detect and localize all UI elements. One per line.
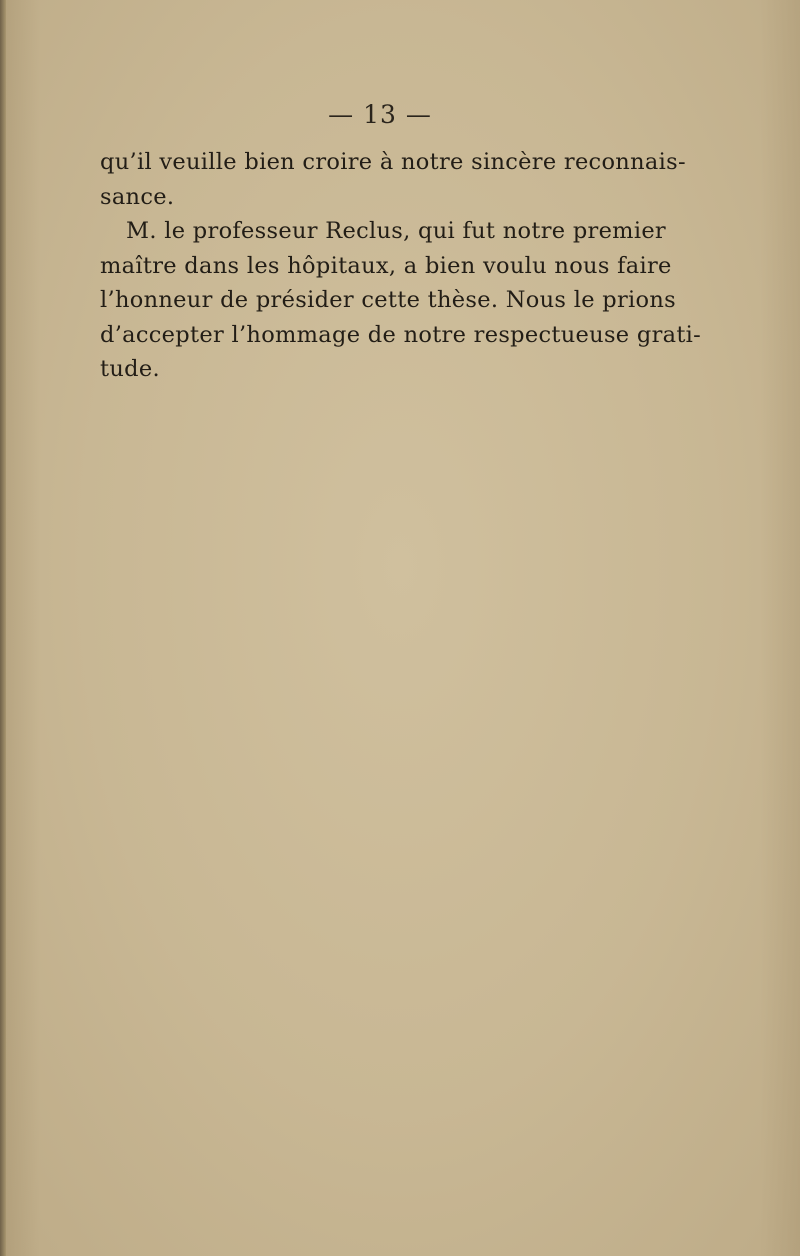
text-line: d’accepter l’hommage de notre respectueuse grati- [100,321,702,348]
text-line: M. le professeur Reclus, qui fut notre premier [126,218,666,244]
page-number: — 13 — [328,100,432,129]
text-line: qu’il veuille bien croire à notre sincère reconnais- [100,149,686,175]
text-line: tude. [100,356,160,382]
text-line: maître dans les hôpitaux, a bien voulu nous faire [100,252,672,279]
body-text [100,145,702,387]
text-line: sance. [100,183,175,210]
text-line: l’honneur de présider cette thèse. Nous le prions [100,287,677,313]
page-binding-edge [0,0,6,1256]
